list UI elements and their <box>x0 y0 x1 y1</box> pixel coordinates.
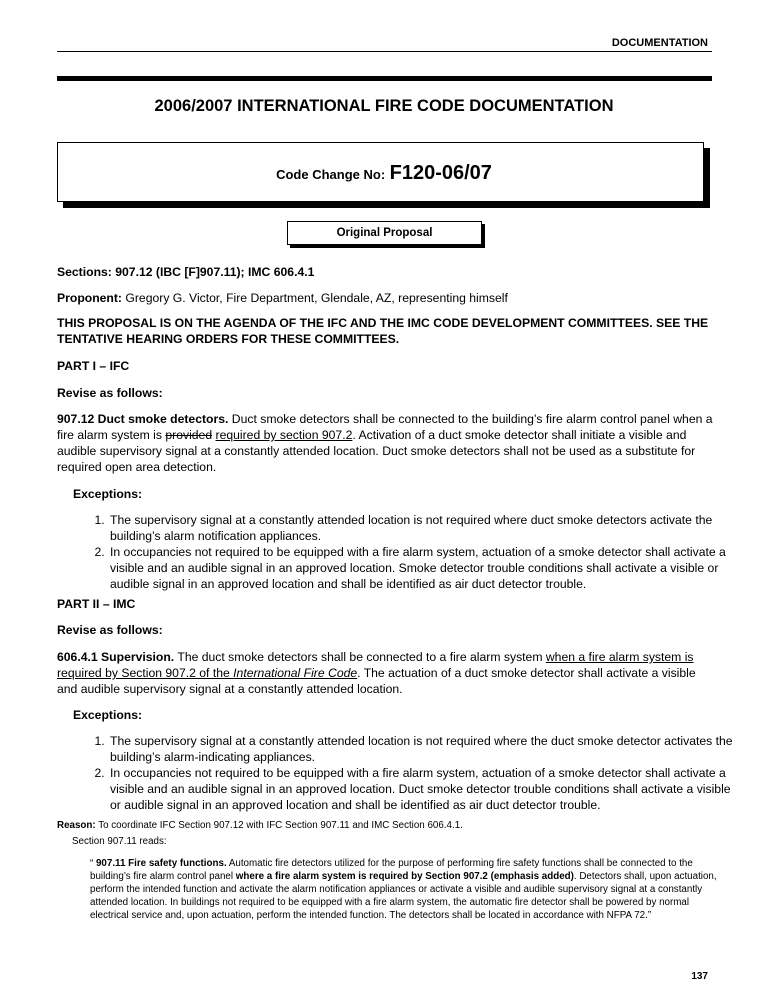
header-rule <box>57 51 712 52</box>
code-change-line <box>0 162 768 185</box>
part2-section-text <box>57 649 717 697</box>
proposal-box: Original Proposal <box>287 221 482 245</box>
list-item: 1. The supervisory signal at a constantly attended location is not required where duct smoke detectors activate the building’s alarm notification appliances. <box>108 512 733 544</box>
proponent-text: Gregory G. Victor, Fire Department, Glendale, AZ, representing himself <box>122 291 508 305</box>
part2-heading: PART II – IMC <box>57 597 136 611</box>
code-change-label: Code Change No: <box>276 167 386 182</box>
agenda-notice: THIS PROPOSAL IS ON THE AGENDA OF THE IFC AND THE IMC CODE DEVELOPMENT COMMITTEES. SEE THE TENTATIVE HEARING ORDERS FOR THESE COMMITTEES. <box>57 316 709 346</box>
reason-line <box>57 819 463 832</box>
code-change-number: F120-06/07 <box>389 162 492 184</box>
reason-text: To coordinate IFC Section 907.12 with IFC Section 907.11 and IMC Section 606.4.1. <box>95 820 463 831</box>
reason-label: Reason: <box>57 820 96 831</box>
sections-line: Sections: 907.12 (IBC [F]907.11); IMC 606.4.1 <box>57 265 315 279</box>
part2-inserted-a: when a fire alarm system is required by Section 907.2 of the <box>57 650 694 680</box>
list-item: 2. In occupancies not required to be equipped with a fire alarm system, actuation of a smoke detector shall activate a visible and an audible signal in an approved location. Smoke detector trouble conditions shall activate a visible or audible signal in an approved location and shall be identified as air duct detector trouble. <box>108 544 733 592</box>
part2-revise: Revise as follows: <box>57 623 163 637</box>
part2-text-b: . The actuation of a duct smoke detector shall activate a visible and audible supervisory signal at a constantly attended location. <box>57 666 696 696</box>
document-title: 2006/2007 INTERNATIONAL FIRE CODE DOCUMENTATION <box>154 97 614 115</box>
part1-section-text <box>57 411 717 475</box>
quote-text-b: . Detectors shall, upon actuation, perform the intended function and activate the alarm notification appliances or activate a visible and audible supervisory signal at a constantly attended location. In buildings not required to be equipped with a fire alarm system, the automatic fire detector shall be powered by normal electrical service and, upon actuation, perform the intended function. The detectors shall be located in accordance with NFPA 72.” <box>90 871 717 921</box>
part1-heading: PART I – IFC <box>57 359 130 373</box>
running-header: DOCUMENTATION <box>611 37 708 49</box>
part1-deleted-text: provided <box>165 428 213 442</box>
quote-open: “ <box>90 858 96 869</box>
reason-quote <box>90 857 718 922</box>
part2-section-title: 606.4.1 Supervision. <box>57 650 175 664</box>
reason-reads: Section 907.11 reads: <box>72 836 167 847</box>
list-item: 1. The supervisory signal at a constantly attended location is not required where the duct smoke detector activates the building’s alarm-indicating appliances. <box>108 733 733 765</box>
part2-exceptions-list <box>90 733 733 813</box>
part1-inserted-text: required by section 907.2 <box>215 428 353 442</box>
part1-section-title: 907.12 Duct smoke detectors. <box>57 412 229 426</box>
proponent-line <box>57 290 508 306</box>
quote-emphasis: where a fire alarm system is required by Section 907.2 (emphasis added) <box>235 871 574 882</box>
proponent-label: Proponent: <box>57 291 122 305</box>
quote-title: 907.11 Fire safety functions. <box>95 858 227 869</box>
part1-exceptions-label: Exceptions: <box>73 487 143 501</box>
part1-text-b: . Activation of a duct smoke detector shall initiate a visible and audible supervisory signal at a constantly attended location. Duct smoke detectors shall not be used as a substitute for required open area detection. <box>57 428 696 474</box>
page-number: 137 <box>691 971 708 982</box>
part2-exceptions-label: Exceptions: <box>73 708 143 722</box>
list-item: 2. In occupancies not required to be equipped with a fire alarm system, actuation of a smoke detector shall activate a visible and an audible signal in an approved location. Duct smoke detector trouble conditions shall activate a visible or audible signal in an approved location and shall be identified as air duct detector trouble. <box>108 765 733 813</box>
title-rule <box>57 76 712 81</box>
part1-text-a: Duct smoke detectors shall be connected to the building’s fire alarm control panel when a fire alarm system is <box>57 412 713 442</box>
part1-revise: Revise as follows: <box>57 386 163 400</box>
part2-inserted-italic: International Fire Code <box>233 666 358 680</box>
part2-text-a: The duct smoke detectors shall be connected to a fire alarm system <box>174 650 546 664</box>
quote-text-a: Automatic fire detectors utilized for the purpose of performing fire safety functions shall be connected to the building’s fire alarm control panel <box>90 858 693 882</box>
part1-exceptions-list <box>90 512 733 592</box>
